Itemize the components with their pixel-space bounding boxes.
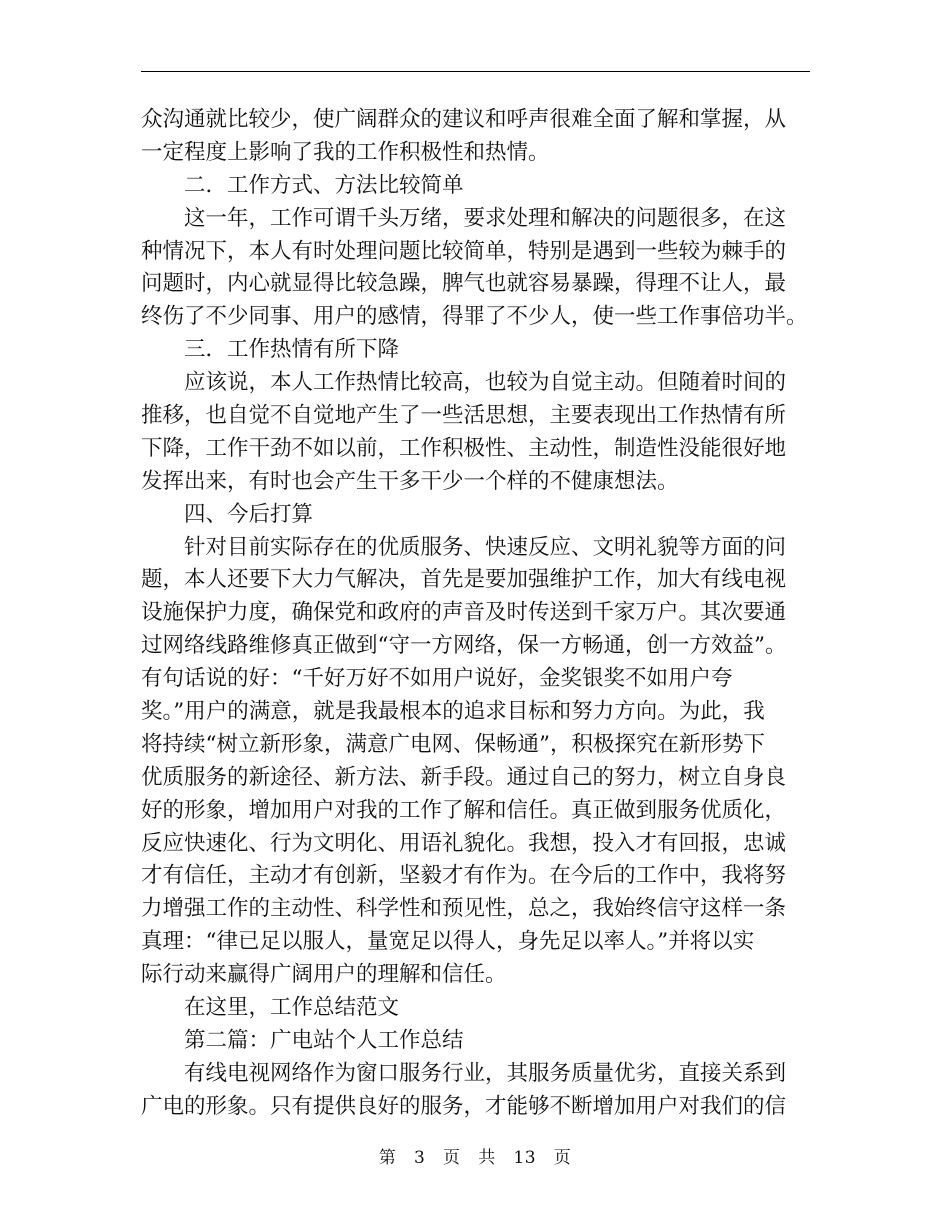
footer-total-pages: 13 — [513, 1148, 537, 1168]
text-line: 二．工作方式、方法比较简单 — [184, 172, 464, 198]
text-line: 反应快速化、行为文明化、用语礼貌化。我想，投入才有回报，忠诚 — [141, 830, 787, 856]
text-line: 有线电视网络作为窗口服务行业，其服务质量优劣，直接关系到 — [184, 1060, 787, 1086]
text-line: 针对目前实际存在的优质服务、快速反应、文明礼貌等方面的问 — [184, 534, 787, 560]
text-line: 过网络线路维修真正做到“守一方网络，保一方畅通，创一方效益”。 — [141, 633, 787, 659]
text-line: 力增强工作的主动性、科学性和预见性，总之，我始终信守这样一条 — [141, 896, 787, 922]
text-line: 四、今后打算 — [184, 501, 314, 527]
text-line: 好的形象，增加用户对我的工作了解和信任。真正做到服务优质化， — [141, 797, 787, 823]
text-line: 问题时，内心就显得比较急躁，脾气也就容易暴躁，得理不让人，最 — [141, 271, 787, 297]
document-body — [141, 104, 810, 1124]
text-line: 广电的形象。只有提供良好的服务，才能够不断增加用户对我们的信 — [141, 1093, 787, 1119]
text-line: 才有信任，主动才有创新，坚毅才有作为。在今后的工作中，我将努 — [141, 863, 787, 889]
text-line: 一定程度上影响了我的工作积极性和热情。 — [141, 139, 550, 165]
page-footer — [0, 1148, 950, 1168]
text-line: 题，本人还要下大力气解决，首先是要加强维护工作，加大有线电视 — [141, 567, 787, 593]
text-line: 种情况下，本人有时处理问题比较简单，特别是遇到一些较为棘手的 — [141, 238, 787, 264]
text-line: 应该说，本人工作热情比较高，也较为自觉主动。但随着时间的 — [184, 370, 787, 396]
text-line: 众沟通就比较少，使广阔群众的建议和呼声很难全面了解和掌握，从 — [141, 107, 787, 132]
text-line: 有句话说的好：“千好万好不如用户说好，金奖银奖不如用户夸 — [141, 666, 733, 692]
text-line: 下降，工作干劲不如以前，工作积极性、主动性，制造性没能很好地 — [141, 435, 787, 461]
text-line: 第二篇：广电站个人工作总结 — [184, 1027, 464, 1053]
text-line: 在这里，工作总结范文 — [184, 995, 400, 1021]
footer-current-page: 3 — [413, 1148, 426, 1168]
text-line: 终伤了不少同事、用户的感情，得罪了不少人，使一些工作事倍功半。 — [141, 304, 808, 330]
text-line: 这一年，工作可谓千头万绪，要求处理和解决的问题很多，在这 — [184, 205, 787, 231]
text-line: 发挥出来，有时也会产生干多干少一个样的不健康想法。 — [141, 468, 679, 494]
footer-label-total: 共 — [478, 1148, 496, 1168]
text-line: 际行动来赢得广阔用户的理解和信任。 — [141, 962, 507, 988]
text-line: 奖。”用户的满意，就是我最根本的追求目标和努力方向。为此，我 — [141, 699, 765, 725]
text-line: 真理：“律已足以服人，量宽足以得人，身先足以率人。”并将以实 — [141, 929, 755, 955]
text-line: 优质服务的新途径、新方法、新手段。通过自己的努力，树立自身良 — [141, 764, 787, 790]
footer-label-unit-2: 页 — [553, 1148, 572, 1168]
text-line: 三．工作热情有所下降 — [184, 337, 400, 363]
footer-label-unit: 页 — [442, 1148, 461, 1168]
text-line: 设施保护力度，确保党和政府的声音及时传送到千家万户。其次要通 — [141, 600, 787, 626]
footer-label-page: 第 — [378, 1148, 397, 1168]
text-line: 推移，也自觉不自觉地产生了一些活思想，主要表现出工作热情有所 — [141, 403, 787, 429]
header-rule — [141, 71, 810, 72]
text-line: 将持续“树立新形象，满意广电网、保畅通”，积极探究在新形势下 — [141, 731, 765, 757]
